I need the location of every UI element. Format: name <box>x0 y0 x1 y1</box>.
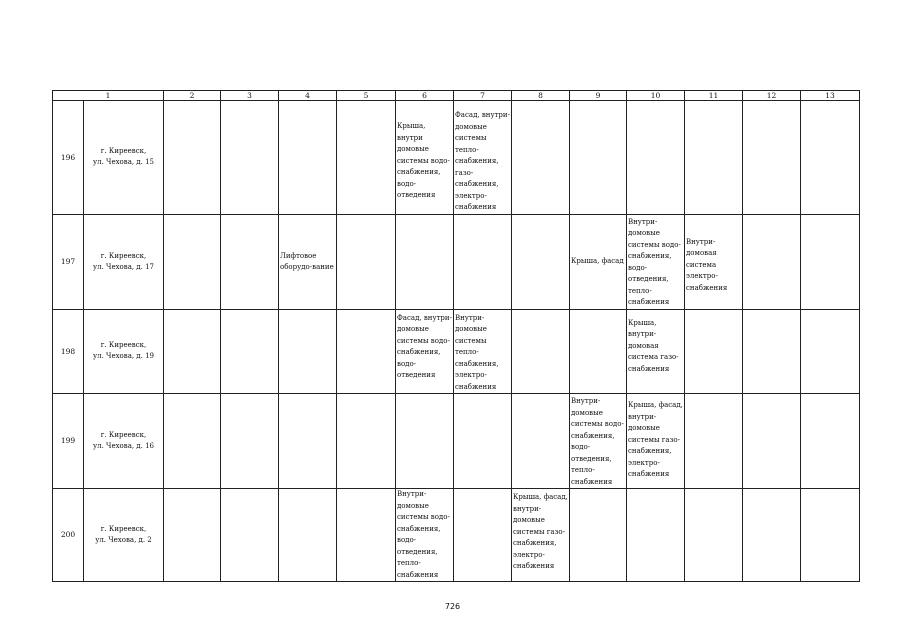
work-description: Крыша, фасад <box>571 257 624 266</box>
work-cell-col-4 <box>279 214 337 309</box>
work-description <box>396 215 453 216</box>
work-cell-col-10 <box>627 394 685 489</box>
work-cell-col-2 <box>164 101 221 215</box>
page-number: 726 <box>444 602 461 611</box>
work-cell-col-6 <box>396 489 454 582</box>
work-description <box>743 310 800 311</box>
work-description <box>279 489 336 490</box>
work-cell-col-3 <box>221 309 279 394</box>
work-cell-col-10 <box>627 489 685 582</box>
repair-schedule-table <box>52 90 860 582</box>
address-city: г. Киреевск, <box>100 147 147 156</box>
work-cell-col-12 <box>743 309 801 394</box>
row-number: 196 <box>53 101 84 215</box>
column-header-7: 7 <box>454 91 512 101</box>
work-cell-col-12 <box>743 214 801 309</box>
work-description <box>279 310 336 311</box>
address-city: г. Киреевск, <box>100 431 147 439</box>
column-header-4: 4 <box>279 91 337 101</box>
work-description <box>164 489 220 490</box>
work-description: Внутри- домовые системы водо- снабжения, водо- отведения, тепло- снабжения <box>571 397 624 486</box>
work-cell-col-6 <box>396 394 454 489</box>
work-cell-col-7 <box>454 214 512 309</box>
work-description <box>570 489 626 490</box>
work-cell-col-8 <box>512 489 570 582</box>
work-cell-col-11 <box>685 394 743 489</box>
work-description <box>337 215 395 216</box>
work-description <box>164 310 220 311</box>
row-number: 200 <box>53 489 84 582</box>
work-cell-col-13 <box>801 214 860 309</box>
work-cell-col-3 <box>221 489 279 582</box>
work-cell-col-3 <box>221 394 279 489</box>
address-cell <box>84 489 164 582</box>
work-description <box>221 394 278 395</box>
column-header-1: 1 <box>53 91 164 101</box>
work-cell-col-2 <box>164 394 221 489</box>
work-description <box>164 101 220 102</box>
work-cell-col-13 <box>801 489 860 582</box>
work-description <box>685 310 742 311</box>
work-description <box>743 215 800 216</box>
work-description <box>337 394 395 395</box>
work-cell-col-9 <box>570 101 627 215</box>
address-cell <box>84 394 164 489</box>
address-street: ул. Чехова, д. 16 <box>93 442 154 450</box>
work-description <box>685 101 742 102</box>
address-cell <box>84 309 164 394</box>
work-cell-col-12 <box>743 101 801 215</box>
address-city: г. Киреевск, <box>100 341 147 350</box>
work-cell-col-6 <box>396 309 454 394</box>
work-description: Крыша, фасад, внутри- домовые системы газо- снабжения, электро- снабжения <box>628 401 683 478</box>
table-row <box>53 309 860 394</box>
work-cell-col-11 <box>685 309 743 394</box>
work-cell-col-9 <box>570 214 627 309</box>
work-description: Внутри- домовые системы водо- снабжения, водо- отведения, тепло- снабжения <box>397 490 450 579</box>
work-description <box>801 101 859 102</box>
column-header-12: 12 <box>743 91 801 101</box>
address-street: ул. Чехова, д. 2 <box>95 536 152 544</box>
work-cell-col-7 <box>454 101 512 215</box>
work-description <box>743 101 800 102</box>
work-cell-col-5 <box>337 309 396 394</box>
work-description <box>801 215 859 216</box>
work-description <box>164 215 220 216</box>
address-city: г. Киреевск, <box>100 525 147 533</box>
work-cell-col-4 <box>279 101 337 215</box>
work-description <box>454 489 511 490</box>
column-header-6: 6 <box>396 91 454 101</box>
work-cell-col-7 <box>454 309 512 394</box>
work-cell-col-13 <box>801 101 860 215</box>
work-description <box>570 101 626 102</box>
work-cell-col-10 <box>627 101 685 215</box>
work-cell-col-8 <box>512 214 570 309</box>
work-description: Внутри- домовая система электро- снабжения <box>686 237 728 292</box>
table-row <box>53 489 860 582</box>
table-row <box>53 101 860 215</box>
work-description <box>221 310 278 311</box>
work-description <box>743 394 800 395</box>
column-number-header-row <box>53 91 860 101</box>
column-header-13: 13 <box>801 91 860 101</box>
address-cell <box>84 101 164 215</box>
work-description <box>512 310 569 311</box>
work-description <box>570 310 626 311</box>
address-city: г. Киреевск, <box>100 251 147 260</box>
work-description <box>279 101 336 102</box>
table-row <box>53 394 860 489</box>
work-cell-col-7 <box>454 489 512 582</box>
column-header-5: 5 <box>337 91 396 101</box>
row-number: 199 <box>53 394 84 489</box>
work-description <box>337 489 395 490</box>
work-description <box>454 394 511 395</box>
work-cell-col-10 <box>627 214 685 309</box>
work-description: Внутри- домовые системы тепло- снабжения, электро- снабжения <box>455 313 499 391</box>
column-header-9: 9 <box>570 91 627 101</box>
work-cell-col-4 <box>279 394 337 489</box>
work-cell-col-4 <box>279 309 337 394</box>
row-number: 197 <box>53 214 84 309</box>
work-cell-col-2 <box>164 489 221 582</box>
work-description <box>512 215 569 216</box>
work-cell-col-11 <box>685 489 743 582</box>
column-header-2: 2 <box>164 91 221 101</box>
work-cell-col-6 <box>396 214 454 309</box>
work-description <box>743 489 800 490</box>
work-description <box>221 101 278 102</box>
work-description <box>685 489 742 490</box>
work-cell-col-4 <box>279 489 337 582</box>
work-cell-col-9 <box>570 394 627 489</box>
work-cell-col-10 <box>627 309 685 394</box>
work-cell-col-5 <box>337 394 396 489</box>
work-description: Фасад, внутри- домовые системы тепло- снабжения, газо- снабжения, электро- снабжения <box>455 111 510 211</box>
work-description: Фасад, внутри- домовые системы водо- снабжения, водо- отведения <box>397 313 452 379</box>
work-description: Крыша, фасад, внутри- домовые системы газо- снабжения, электро- снабжения <box>513 493 568 570</box>
table-row <box>53 214 860 309</box>
work-description <box>454 215 511 216</box>
work-description <box>337 101 395 102</box>
work-cell-col-2 <box>164 309 221 394</box>
work-description: Внутри- домовые системы водо- снабжения, водо- отведения, тепло- снабжения <box>628 217 681 306</box>
work-description: Крыша, внутри домовые системы водо- снабжения, водо- отведения <box>397 122 450 199</box>
work-description <box>512 394 569 395</box>
work-cell-col-11 <box>685 101 743 215</box>
work-cell-col-7 <box>454 394 512 489</box>
work-cell-col-5 <box>337 101 396 215</box>
address-street: ул. Чехова, д. 17 <box>93 262 154 271</box>
work-description <box>801 394 859 395</box>
work-description <box>221 215 278 216</box>
work-description <box>627 489 684 490</box>
work-description <box>685 394 742 395</box>
work-description <box>221 489 278 490</box>
work-description <box>396 394 453 395</box>
column-header-10: 10 <box>627 91 685 101</box>
work-cell-col-11 <box>685 214 743 309</box>
work-cell-col-13 <box>801 394 860 489</box>
work-cell-col-8 <box>512 394 570 489</box>
work-cell-col-9 <box>570 309 627 394</box>
work-cell-col-6 <box>396 101 454 215</box>
work-cell-col-5 <box>337 489 396 582</box>
column-header-3: 3 <box>221 91 279 101</box>
work-cell-col-8 <box>512 101 570 215</box>
work-description: Лифтовое оборудо-вание <box>280 251 334 271</box>
work-cell-col-12 <box>743 489 801 582</box>
work-description <box>512 101 569 102</box>
row-number: 198 <box>53 309 84 394</box>
column-header-8: 8 <box>512 91 570 101</box>
work-cell-col-3 <box>221 101 279 215</box>
address-street: ул. Чехова, д. 19 <box>93 352 154 361</box>
work-description <box>801 489 859 490</box>
work-description <box>279 394 336 395</box>
work-cell-col-8 <box>512 309 570 394</box>
work-description <box>627 101 684 102</box>
work-cell-col-3 <box>221 214 279 309</box>
address-street: ул. Чехова, д. 15 <box>93 158 154 167</box>
work-cell-col-12 <box>743 394 801 489</box>
work-description <box>164 394 220 395</box>
address-cell <box>84 214 164 309</box>
work-description: Крыша, внутри- домовая система газо- снабжения <box>628 318 679 373</box>
work-cell-col-2 <box>164 214 221 309</box>
work-cell-col-13 <box>801 309 860 394</box>
work-description <box>337 310 395 311</box>
work-cell-col-5 <box>337 214 396 309</box>
column-header-11: 11 <box>685 91 743 101</box>
work-description <box>801 310 859 311</box>
work-cell-col-9 <box>570 489 627 582</box>
